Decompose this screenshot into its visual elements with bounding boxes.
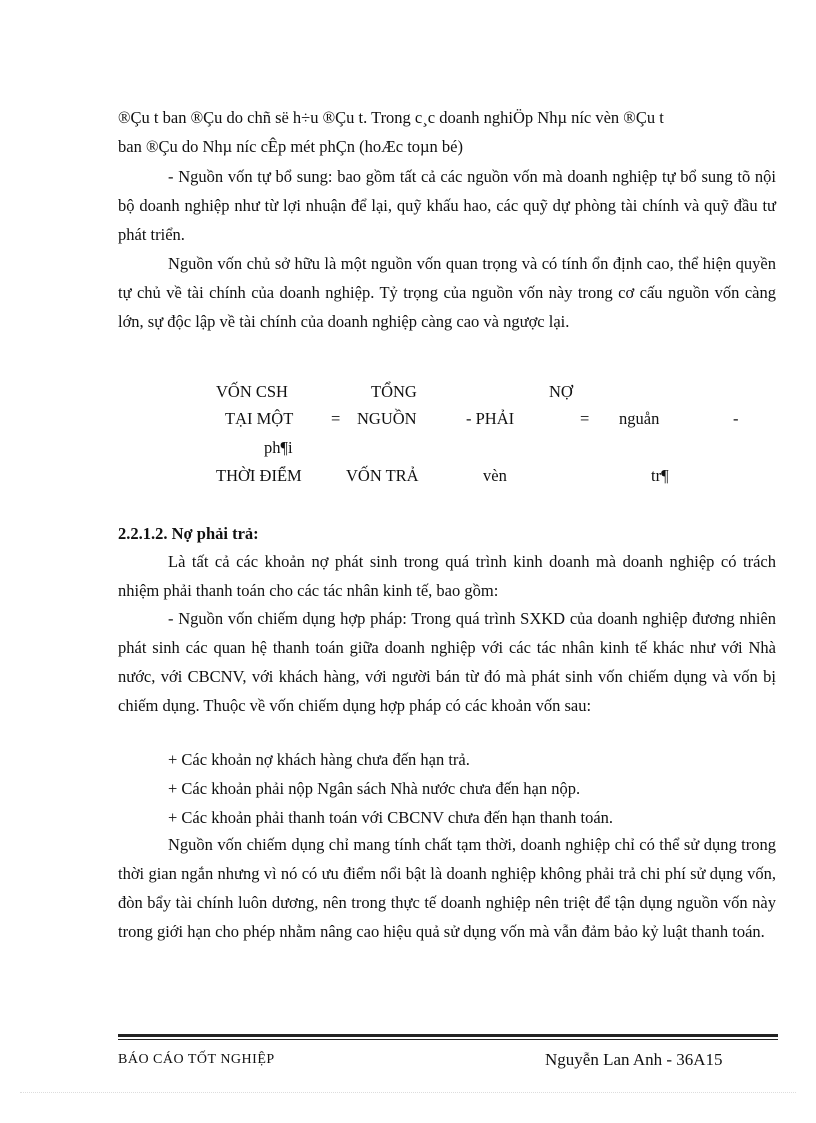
paragraph-tam-thoi: Nguồn vốn chiếm dụng chỉ mang tính chất tạm thời, doanh nghiệp chỉ có thể sử dụng trong thời gian ngắn nhưng vì nó có ưu điểm nổi bật là doanh nghiệp không phải trả chi phí sử dụng vốn, đòn bẩy tài chính luôn dương, nên trong thực tế doanh nghiệp nên triệt để tận dụng nguồn vốn này trong giới hạn cho phép nhằm nâng cao hiệu quả sử dụng vốn mà vẫn đảm bảo kỷ luật thanh toán. [118,835,776,941]
paragraph-nguon-von-bo-sung: - Nguồn vốn tự bổ sung: bao gồm tất cả các nguồn vốn mà doanh nghiệp tự bổ sung tõ nội bộ doanh nghiệp như từ lợi nhuận để lại, quỹ khấu hao, các quỹ dự phòng tài chính và quỹ đầu tư phát triển. [118,167,776,244]
formula-minus-phai: - PHẢI [466,409,515,428]
body-line-2: ban ®Çu do Nhµ níc cÊp mét phÇn (hoÆc toµn bé) [118,137,463,156]
list-item-3: + Các khoản phải thanh toán với CBCNV chưa đến hạn thanh toán. [168,808,614,827]
list-item-1: + Các khoản nợ khách hàng chưa đến hạn trả. [168,750,470,769]
section-heading: 2.2.1.2. Nợ phải trả: [118,524,259,543]
paragraph-no-phai-tra: Là tất cả các khoản nợ phát sinh trong quá trình kinh doanh mà doanh nghiệp có trách nhiệm phải thanh toán cho các tác nhân kinh tế, bao gồm: [118,552,776,600]
footer-rule-thin [118,1039,778,1040]
footer-report-title: BÁO CÁO TỐT NGHIỆP [118,1052,275,1067]
paragraph-von-chiem-dung: - Nguồn vốn chiếm dụng hợp pháp: Trong quá trình SXKD của doanh nghiệp đương nhiên phát sinh các quan hệ thanh toán giữa doanh nghiệp với các tác nhân kinh tế khác như với Nhà nước, với CBCNV, với khách hàng, với người bán từ đó mà phát sinh vốn chiếm dụng và vốn bị chiếm dụng. Thuộc về vốn chiếm dụng hợp pháp có các khoản vốn sau: [118,609,776,715]
formula-von-tra: VỐN TRẢ [346,466,419,485]
formula-von-garbled: vèn [483,466,507,485]
formula-equals-1: = [331,409,341,428]
list-item-2: + Các khoản phải nộp Ngân sách Nhà nước chưa đến hạn nộp. [168,779,581,798]
formula-tra-garbled: tr¶ [651,466,669,485]
formula-nguon: NGUỒN [357,409,417,428]
formula-tai-mot: TẠI MỘT [225,409,294,428]
formula-equals-2: = [580,409,590,428]
formula-thoi-diem: THỜI ĐIỂM [216,466,302,485]
paragraph-von-chu-so-huu: Nguồn vốn chủ sở hữu là một nguồn vốn quan trọng và có tính ổn định cao, thể hiện quyền tự chủ về tài chính của doanh nghiệp. Tỷ trọng của nguồn vốn này trong cơ cấu nguồn vốn càng lớn, sự độc lập về tài chính của doanh nghiệp càng cao và ngược lại. [118,254,776,331]
body-line-1: ®Çu t ban ®Çu do chñ së h÷u ®Çu t. Trong c¸c doanh nghiÖp Nhµ níc vèn ®Çu t [118,108,664,127]
formula-von-csh: VỐN CSH [216,382,288,401]
page-bottom-dotted-line [20,1092,796,1093]
footer-author: Nguyễn Lan Anh - 36A15 [545,1050,723,1069]
formula-dash: - [733,409,739,428]
formula-nguon-garbled: nguån [619,409,660,428]
footer-rule-thick [118,1034,778,1037]
formula-no: NỢ [549,382,573,401]
formula-phai-garbled: ph¶i [264,438,293,457]
formula-tong: TỔNG [371,382,417,401]
